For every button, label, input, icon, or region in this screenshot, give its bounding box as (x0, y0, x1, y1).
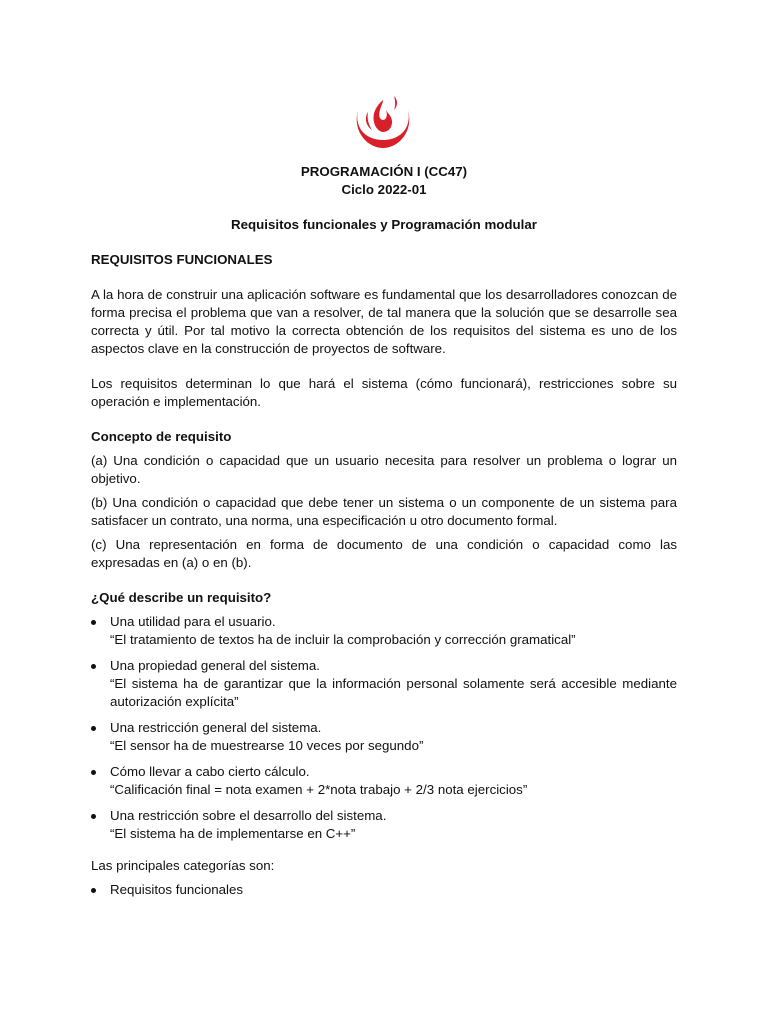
describe-heading: ¿Qué describe un requisito? (91, 590, 272, 605)
list-item (91, 763, 677, 799)
item-title: Una utilidad para el usuario. (110, 614, 276, 629)
item-title: Una restricción general del sistema. (110, 720, 322, 735)
intro-paragraph-2: Los requisitos determinan lo que hará el sistema (cómo funcionará), restricciones sobre su operación e implementación. (91, 376, 677, 409)
document-topic: Requisitos funcionales y Programación modular (231, 217, 537, 232)
item-example: “El sistema ha de implementarse en C++” (110, 826, 356, 841)
bullet-icon (91, 814, 96, 819)
item-title: Una restricción sobre el desarrollo del sistema. (110, 808, 387, 823)
list-item (91, 613, 677, 649)
concept-b: (b) Una condición o capacidad que debe tener un sistema o un componente de un sistema para satisfacer un contrato, una norma, una especificación u otro documento formal. (91, 495, 677, 528)
document-content (91, 163, 677, 907)
list-item (91, 657, 677, 711)
item-title: Una propiedad general del sistema. (110, 658, 320, 673)
course-cycle: Ciclo 2022-01 (341, 182, 427, 197)
course-title: PROGRAMACIÓN I (CC47) (300, 164, 468, 179)
bullet-icon (91, 770, 96, 775)
item-title: Cómo llevar a cabo cierto cálculo. (110, 764, 310, 779)
item-example: “El tratamiento de textos ha de incluir la comprobación y corrección gramatical” (110, 632, 576, 647)
category-label: Requisitos funcionales (110, 882, 244, 897)
bullet-icon (91, 620, 96, 625)
bullet-icon (91, 726, 96, 731)
intro-paragraph-1: A la hora de construir una aplicación software es fundamental que los desarrolladores conozcan de forma precisa el problema que van a resolver, de tal manera que la solución que se desarrolle sea correcta y útil. Por tal motivo la correcta obtención de los requisitos del sistema es uno de los aspectos clave en la construcción de proyectos de software. (91, 287, 677, 356)
list-item (91, 881, 677, 899)
item-example: “El sensor ha de muestrearse 10 veces por segundo” (110, 738, 424, 753)
concept-heading: Concepto de requisito (91, 429, 232, 444)
section-heading: REQUISITOS FUNCIONALES (91, 252, 273, 267)
list-item (91, 807, 677, 843)
item-example: “El sistema ha de garantizar que la información personal solamente será accesible mediante autorización explícita” (110, 676, 677, 709)
list-item (91, 719, 677, 755)
university-flame-logo-icon (328, 88, 438, 154)
describe-list (91, 613, 677, 843)
concept-c: (c) Una representación en forma de documento de una condición o capacidad como las expresadas en (a) o en (b). (91, 537, 677, 570)
categories-list (91, 881, 677, 899)
concept-a: (a) Una condición o capacidad que un usuario necesita para resolver un problema o lograr un objetivo. (91, 453, 677, 486)
item-example: “Calificación final = nota examen + 2*nota trabajo + 2/3 nota ejercicios” (110, 782, 528, 797)
bullet-icon (91, 888, 96, 893)
categories-intro: Las principales categorías son: (91, 858, 275, 873)
bullet-icon (91, 664, 96, 669)
